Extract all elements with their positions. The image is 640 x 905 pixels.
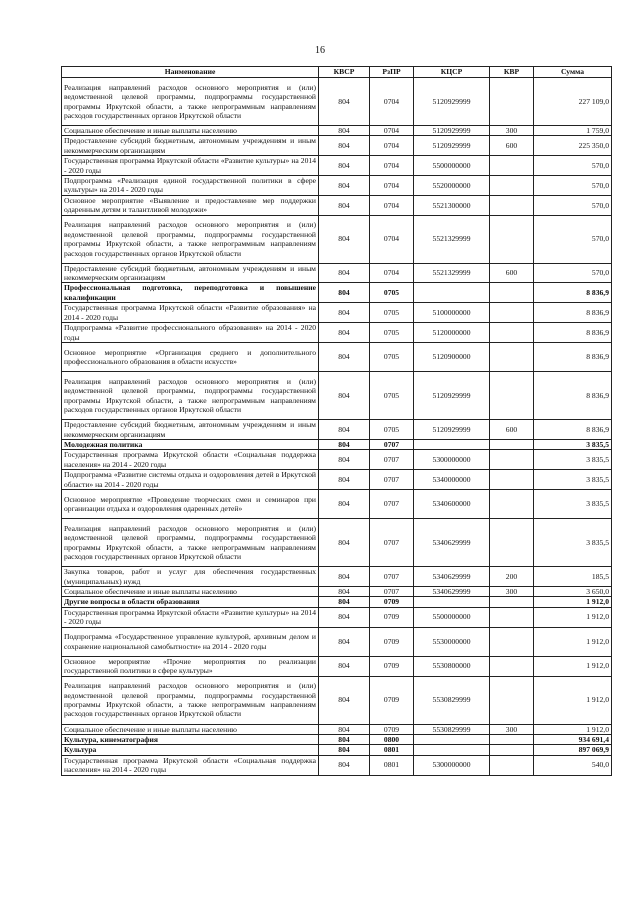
table-header-row [62, 67, 612, 78]
header-name: Наименование [62, 67, 319, 78]
table-row [62, 420, 612, 440]
cell-sum: 3 835,5 [534, 519, 612, 567]
cell-name: Основное мероприятие «Выявление и предоставление мер поддержки одаренным детям и талантливой молодежи» [62, 195, 319, 215]
table-row [62, 215, 612, 263]
cell-rzpr: 0709 [370, 597, 414, 607]
cell-kcsr: 5521329999 [414, 215, 490, 263]
cell-sum: 1 912,0 [534, 656, 612, 676]
cell-sum: 570,0 [534, 263, 612, 283]
cell-sum: 1 759,0 [534, 126, 612, 136]
cell-rzpr: 0707 [370, 489, 414, 518]
table-row [62, 195, 612, 215]
cell-kcsr: 5530800000 [414, 656, 490, 676]
table-row [62, 519, 612, 567]
cell-name: Социальное обеспечение и иные выплаты населению [62, 724, 319, 734]
cell-name: Подпрограмма «Развитие профессионального образования» на 2014 - 2020 годы [62, 323, 319, 343]
cell-sum: 3 835,5 [534, 470, 612, 490]
cell-rzpr: 0801 [370, 755, 414, 775]
cell-sum: 1 912,0 [534, 724, 612, 734]
cell-kvsr: 804 [319, 303, 370, 323]
cell-kvsr: 804 [319, 745, 370, 755]
table-row [62, 745, 612, 755]
table-row [62, 586, 612, 596]
cell-kvr [490, 656, 534, 676]
cell-sum: 3 835,5 [534, 489, 612, 518]
cell-kvsr: 804 [319, 263, 370, 283]
cell-rzpr: 0709 [370, 676, 414, 724]
cell-name: Основное мероприятие «Проведение творческих смен и семинаров при организации отдыха и оздоровления одаренных детей» [62, 489, 319, 518]
cell-rzpr: 0705 [370, 323, 414, 343]
cell-kvr [490, 627, 534, 656]
cell-rzpr: 0704 [370, 78, 414, 126]
cell-kvsr: 804 [319, 283, 370, 303]
cell-rzpr: 0705 [370, 303, 414, 323]
cell-rzpr: 0705 [370, 342, 414, 371]
cell-kvsr: 804 [319, 567, 370, 587]
cell-kvsr: 804 [319, 519, 370, 567]
table-body [62, 78, 612, 776]
cell-kvsr: 804 [319, 323, 370, 343]
cell-kvr [490, 519, 534, 567]
table-row [62, 656, 612, 676]
cell-kcsr: 5120929999 [414, 136, 490, 156]
cell-rzpr: 0707 [370, 450, 414, 470]
table-row [62, 734, 612, 744]
cell-kcsr: 5300000000 [414, 755, 490, 775]
table-row [62, 450, 612, 470]
cell-kcsr: 5340600000 [414, 489, 490, 518]
cell-sum: 570,0 [534, 176, 612, 196]
table-row [62, 372, 612, 420]
cell-kvsr: 804 [319, 78, 370, 126]
cell-kvr [490, 342, 534, 371]
cell-rzpr: 0709 [370, 724, 414, 734]
table-row [62, 303, 612, 323]
cell-kvsr: 804 [319, 676, 370, 724]
cell-kcsr: 5521300000 [414, 195, 490, 215]
table-row [62, 676, 612, 724]
cell-kvsr: 804 [319, 724, 370, 734]
cell-name: Подпрограмма «Государственное управление культурой, архивным делом и сохранение национальной самобытности» на 2014 - 2020 годы [62, 627, 319, 656]
cell-kvsr: 804 [319, 586, 370, 596]
cell-kvsr: 804 [319, 734, 370, 744]
table-row [62, 470, 612, 490]
cell-sum: 540,0 [534, 755, 612, 775]
cell-kcsr: 5340629999 [414, 519, 490, 567]
cell-rzpr: 0709 [370, 627, 414, 656]
cell-kcsr [414, 745, 490, 755]
cell-kcsr: 5120929999 [414, 126, 490, 136]
header-kcsr: КЦСР [414, 67, 490, 78]
cell-name: Государственная программа Иркутской области «Развитие культуры» на 2014 - 2020 годы [62, 156, 319, 176]
cell-rzpr: 0800 [370, 734, 414, 744]
table-row [62, 607, 612, 627]
cell-name: Государственная программа Иркутской области «Социальная поддержка населения» на 2014 - 2020 годы [62, 450, 319, 470]
cell-rzpr: 0705 [370, 372, 414, 420]
cell-rzpr: 0704 [370, 136, 414, 156]
cell-rzpr: 0704 [370, 263, 414, 283]
cell-kvsr: 804 [319, 156, 370, 176]
table-row [62, 489, 612, 518]
table-row [62, 342, 612, 371]
cell-sum: 897 069,9 [534, 745, 612, 755]
cell-kvr [490, 489, 534, 518]
cell-name: Культура, кинематография [62, 734, 319, 744]
cell-kvr [490, 323, 534, 343]
cell-kvsr: 804 [319, 136, 370, 156]
cell-kcsr: 5100000000 [414, 303, 490, 323]
cell-kcsr: 5340000000 [414, 470, 490, 490]
cell-kvsr: 804 [319, 489, 370, 518]
cell-kvr [490, 78, 534, 126]
cell-rzpr: 0704 [370, 215, 414, 263]
table-row [62, 176, 612, 196]
cell-kcsr: 5340629999 [414, 586, 490, 596]
cell-name: Социальное обеспечение и иные выплаты населению [62, 586, 319, 596]
cell-name: Основное мероприятие «Прочие мероприятия по реализации государственной политики в сфере культуры» [62, 656, 319, 676]
cell-kvsr: 804 [319, 755, 370, 775]
table-row [62, 126, 612, 136]
cell-kvsr: 804 [319, 450, 370, 470]
cell-kvr: 300 [490, 724, 534, 734]
cell-sum: 8 836,9 [534, 420, 612, 440]
table-row [62, 567, 612, 587]
cell-sum: 1 912,0 [534, 607, 612, 627]
cell-sum: 1 912,0 [534, 676, 612, 724]
cell-kvr [490, 597, 534, 607]
cell-rzpr: 0705 [370, 283, 414, 303]
cell-kvr [490, 734, 534, 744]
cell-sum: 3 835,5 [534, 450, 612, 470]
cell-kcsr: 5120929999 [414, 78, 490, 126]
cell-name: Предоставление субсидий бюджетным, автономным учреждениям и иным некоммерческим организациям [62, 263, 319, 283]
table-row [62, 724, 612, 734]
cell-name: Профессиональная подготовка, переподготовка и повышение квалификации [62, 283, 319, 303]
cell-kcsr: 5530829999 [414, 724, 490, 734]
header-kvr: КВР [490, 67, 534, 78]
cell-kcsr: 5340629999 [414, 567, 490, 587]
cell-kcsr: 5120929999 [414, 372, 490, 420]
cell-kvsr: 804 [319, 607, 370, 627]
table-row [62, 439, 612, 449]
cell-kvsr: 804 [319, 470, 370, 490]
cell-name: Закупка товаров, работ и услуг для обеспечения государственных (муниципальных) нужд [62, 567, 319, 587]
cell-kvsr: 804 [319, 439, 370, 449]
cell-name: Предоставление субсидий бюджетным, автономным учреждениям и иным некоммерческим организациям [62, 420, 319, 440]
cell-sum: 8 836,9 [534, 372, 612, 420]
cell-kvsr: 804 [319, 372, 370, 420]
cell-rzpr: 0707 [370, 519, 414, 567]
cell-kcsr: 5120000000 [414, 323, 490, 343]
cell-rzpr: 0704 [370, 126, 414, 136]
cell-kvr [490, 303, 534, 323]
cell-kvsr: 804 [319, 597, 370, 607]
cell-kcsr: 5530829999 [414, 676, 490, 724]
cell-name: Подпрограмма «Реализация единой государственной политики в сфере культуры» на 2014 - 2020 годы [62, 176, 319, 196]
cell-kcsr [414, 439, 490, 449]
cell-name: Подпрограмма «Развитие системы отдыха и оздоровления детей в Иркутской области» на 2014 - 2020 годы [62, 470, 319, 490]
cell-rzpr: 0707 [370, 586, 414, 596]
cell-rzpr: 0707 [370, 567, 414, 587]
cell-name: Реализация направлений расходов основного мероприятия и (или) ведомственной целевой программы, подпрограммы государственной программы Иркутской области, а также непрограммным направлениям расходов государственных органов Иркутской области [62, 78, 319, 126]
cell-name: Реализация направлений расходов основного мероприятия и (или) ведомственной целевой программы, подпрограммы государственной программы Иркутской области, а также непрограммным направлениям расходов государственных органов Иркутской области [62, 372, 319, 420]
cell-kcsr: 5500000000 [414, 607, 490, 627]
cell-kcsr: 5500000000 [414, 156, 490, 176]
cell-name: Государственная программа Иркутской области «Развитие образования» на 2014 - 2020 годы [62, 303, 319, 323]
cell-kcsr: 5120929999 [414, 420, 490, 440]
table-row [62, 323, 612, 343]
table-row [62, 136, 612, 156]
cell-sum: 225 350,0 [534, 136, 612, 156]
cell-kvr: 600 [490, 420, 534, 440]
cell-kcsr [414, 597, 490, 607]
cell-kcsr [414, 283, 490, 303]
cell-kvr [490, 755, 534, 775]
cell-sum: 8 836,9 [534, 323, 612, 343]
cell-kvsr: 804 [319, 342, 370, 371]
budget-table [61, 66, 612, 776]
cell-kvr [490, 156, 534, 176]
cell-kcsr: 5120900000 [414, 342, 490, 371]
cell-rzpr: 0709 [370, 607, 414, 627]
cell-name: Социальное обеспечение и иные выплаты населению [62, 126, 319, 136]
cell-kvsr: 804 [319, 656, 370, 676]
cell-name: Молодежная политика [62, 439, 319, 449]
header-rzpr: РзПР [370, 67, 414, 78]
cell-kvr: 600 [490, 263, 534, 283]
table-row [62, 283, 612, 303]
page-number: 16 [315, 45, 325, 56]
cell-rzpr: 0704 [370, 195, 414, 215]
cell-kvr [490, 215, 534, 263]
cell-kvr: 200 [490, 567, 534, 587]
cell-kvsr: 804 [319, 126, 370, 136]
cell-rzpr: 0704 [370, 176, 414, 196]
cell-kvr [490, 195, 534, 215]
cell-rzpr: 0709 [370, 656, 414, 676]
cell-kvsr: 804 [319, 215, 370, 263]
cell-name: Реализация направлений расходов основного мероприятия и (или) ведомственной целевой программы, подпрограммы государственной программы Иркутской области, а также непрограммным направлениям расходов государственных органов Иркутской области [62, 519, 319, 567]
cell-kvsr: 804 [319, 627, 370, 656]
cell-sum: 8 836,9 [534, 303, 612, 323]
table-row [62, 78, 612, 126]
table-row [62, 263, 612, 283]
cell-name: Другие вопросы в области образования [62, 597, 319, 607]
cell-name: Реализация направлений расходов основного мероприятия и (или) ведомственной целевой программы, подпрограммы государственной программы Иркутской области, а также непрограммным направлениям расходов государственных органов Иркутской области [62, 676, 319, 724]
cell-rzpr: 0704 [370, 156, 414, 176]
cell-kvr: 600 [490, 136, 534, 156]
cell-kvr: 300 [490, 586, 534, 596]
cell-sum: 934 691,4 [534, 734, 612, 744]
cell-kvr [490, 470, 534, 490]
table-row [62, 597, 612, 607]
cell-name: Государственная программа Иркутской области «Социальная поддержка населения» на 2014 - 2020 годы [62, 755, 319, 775]
cell-kcsr: 5520000000 [414, 176, 490, 196]
cell-sum: 570,0 [534, 215, 612, 263]
cell-kvsr: 804 [319, 195, 370, 215]
cell-rzpr: 0707 [370, 470, 414, 490]
table-row [62, 156, 612, 176]
cell-sum: 227 109,0 [534, 78, 612, 126]
cell-kvr [490, 676, 534, 724]
cell-sum: 1 912,0 [534, 597, 612, 607]
cell-kcsr [414, 734, 490, 744]
cell-kvr: 300 [490, 126, 534, 136]
cell-sum: 3 835,5 [534, 439, 612, 449]
cell-sum: 8 836,9 [534, 283, 612, 303]
table-row [62, 755, 612, 775]
cell-sum: 570,0 [534, 156, 612, 176]
cell-kvr [490, 176, 534, 196]
cell-kcsr: 5530000000 [414, 627, 490, 656]
cell-name: Основное мероприятие «Организация среднего и дополнительного профессионального образования в области искусств» [62, 342, 319, 371]
header-sum: Сумма [534, 67, 612, 78]
cell-name: Государственная программа Иркутской области «Развитие культуры» на 2014 - 2020 годы [62, 607, 319, 627]
cell-kvr [490, 372, 534, 420]
cell-sum: 8 836,9 [534, 342, 612, 371]
cell-kvsr: 804 [319, 176, 370, 196]
header-kvsr: КВСР [319, 67, 370, 78]
cell-kcsr: 5521329999 [414, 263, 490, 283]
cell-kvr [490, 745, 534, 755]
cell-kvr [490, 283, 534, 303]
cell-sum: 185,5 [534, 567, 612, 587]
cell-name: Предоставление субсидий бюджетным, автономным учреждениям и иным некоммерческим организациям [62, 136, 319, 156]
cell-kcsr: 5300000000 [414, 450, 490, 470]
cell-sum: 3 650,0 [534, 586, 612, 596]
cell-sum: 1 912,0 [534, 627, 612, 656]
cell-rzpr: 0705 [370, 420, 414, 440]
cell-rzpr: 0801 [370, 745, 414, 755]
cell-kvr [490, 450, 534, 470]
cell-name: Культура [62, 745, 319, 755]
cell-sum: 570,0 [534, 195, 612, 215]
cell-name: Реализация направлений расходов основного мероприятия и (или) ведомственной целевой программы, подпрограммы государственной программы Иркутской области, а также непрограммным направлениям расходов государственных органов Иркутской области [62, 215, 319, 263]
cell-kvsr: 804 [319, 420, 370, 440]
cell-rzpr: 0707 [370, 439, 414, 449]
cell-kvr [490, 607, 534, 627]
cell-kvr [490, 439, 534, 449]
table-row [62, 627, 612, 656]
